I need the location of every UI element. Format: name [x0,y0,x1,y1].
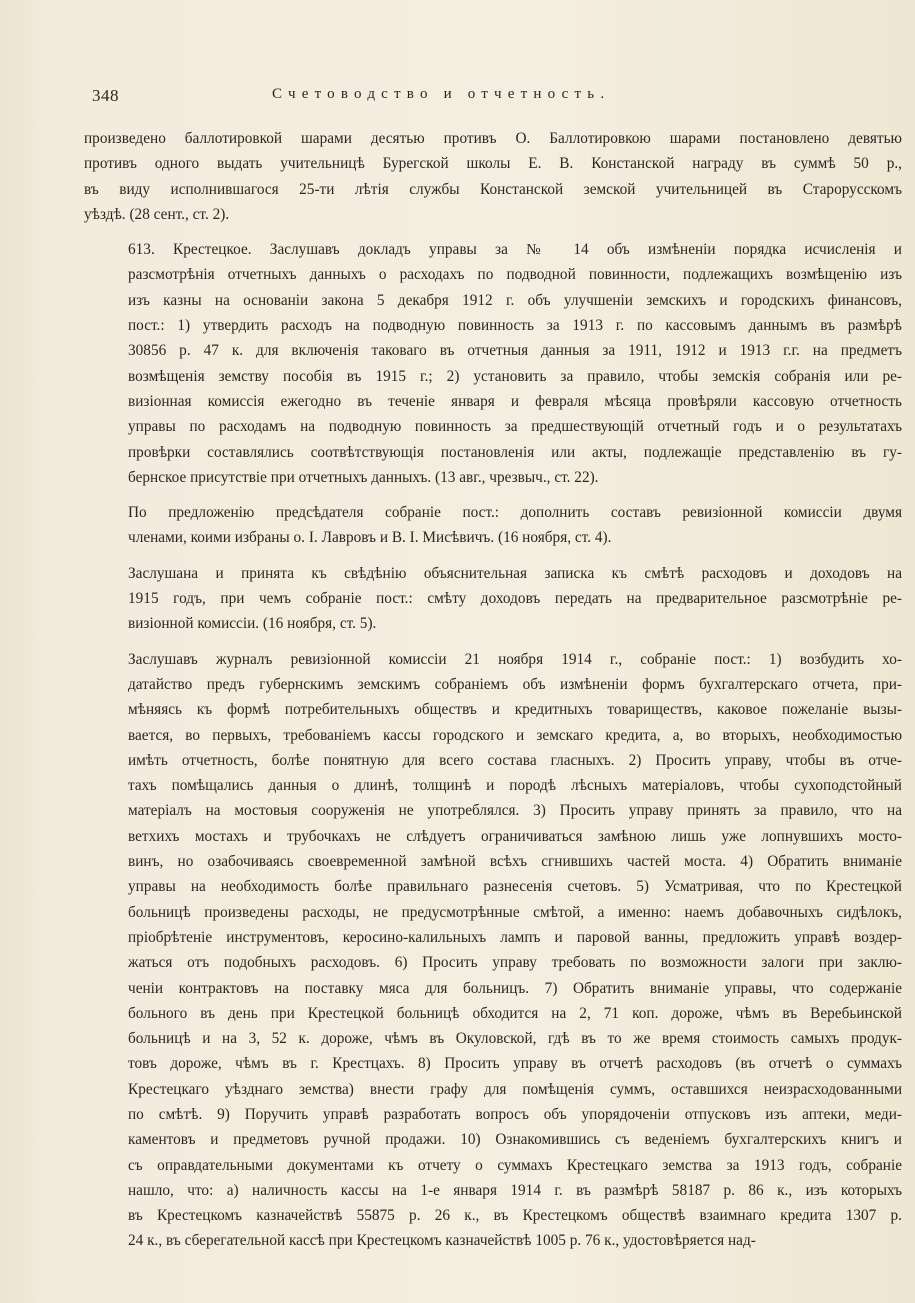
text-line: въ виду исполнившагося 25-ти лѣтія службы Констанской земской учительницей въ Старорусскомъ [84,180,902,198]
text-line: Заслушана и принята къ свѣдѣнію объяснительная записка къ смѣтѣ расходовъ и доходовъ на [128,564,902,582]
paragraph [84,126,902,227]
text-line: винъ, но озабочиваясь своевременной замѣной всѣхъ сгнившихъ частей моста. 4) Обратить вниманіе [128,853,902,871]
text-line: пост.: 1) утвердить расходъ на подводную повинность за 1913 г. по кассовымъ даннымъ въ размѣрѣ [128,317,902,335]
text-line: изъ казны на основаніи закона 5 декабря 1912 г. объ улучшеніи земскихъ и городскихъ финансовъ, [128,291,902,309]
text-line: тахъ помѣщались данныя о длинѣ, толщинѣ и породѣ лѣсныхъ матеріаловъ, чтобы сухоподстойный [128,777,902,795]
text-line: провѣрки составлялись соотвѣтствующія постановленія или акты, подлежащіе представленію въ гу- [128,443,902,461]
paragraph [84,647,902,1254]
text-line: больницѣ и на 3, 52 к. дороже, чѣмъ въ Окуловской, гдѣ въ то же время стоимость самыхъ продук- [128,1030,902,1048]
text-line: датайство предъ губернскимъ земскимъ собраніемъ объ измѣненіи формъ бухгалтерскаго отчета, при- [128,675,902,693]
text-line: ченіи контрактовъ на поставку мяса для больницъ. 7) Обратить вниманіе управы, что содержаніе [128,979,902,997]
text-line: визіонная комиссія ежегодно въ теченіе января и февраля мѣсяца провѣряли кассовую отчетность [128,392,902,410]
text-line: по смѣтѣ. 9) Поручить управѣ разработать вопросъ объ упорядоченіи отпусковъ изъ аптеки, меди- [128,1105,902,1123]
text-line: 24 к., въ сберегательной кассѣ при Крестецкомъ казначействѣ 1005 р. 76 к., удостовѣряется над- [128,1232,756,1250]
text-line: 30856 р. 47 к. для включенія таковаго въ отчетныя данныя за 1911, 1912 и 1913 г.г. на предметъ [128,342,902,360]
text-line: пріобрѣтеніе инструментовъ, керосино-калильныхъ лампъ и паровой ванны, предложить управѣ воздер- [128,928,902,946]
text-line: управы по расходамъ на подводную повинность за предшествующій отчетный годъ и о результатахъ [128,418,902,436]
text-line: больного въ день при Крестецкой больницѣ обходится на 2, 71 коп. дороже, чѣмъ въ Веребьинской [128,1004,902,1022]
text-line: больницѣ произведены расходы, не предусмотрѣнные смѣтой, а именно: наемъ добавочныхъ сидѣлокъ, [128,903,902,921]
text-line: Крестецкаго уѣзднаго земства) внести графу для помѣщенія суммъ, оставшихся неизрасходованными [128,1080,902,1098]
text-line: ветхихъ мостахъ и трубочкахъ не слѣдуетъ ограничиваться замѣною лишь уже лопнувшихъ мосто- [128,827,902,845]
text-line: разсмотрѣнія отчетныхъ данныхъ о расходахъ по подводной повинности, подлежащихъ возмѣщенію изъ [128,266,902,284]
text-line: въ Крестецкомъ казначействѣ 55875 р. 26 к., въ Крестецкомъ обществѣ взаимнаго кредита 1307 р. [128,1207,902,1225]
document-body [84,126,902,1264]
paragraph [84,237,902,490]
page-header [92,86,892,110]
text-line: произведено баллотировкой шарами десятью противъ О. Баллотировкою шарами постановлено девятью [84,130,902,147]
text-line: мѣняясь къ формѣ потребительныхъ обществъ и кредитныхъ товариществъ, каковое пожеланіе вызы- [128,701,902,719]
text-line: уѣздѣ. (28 сент., ст. 2). [84,205,230,223]
paragraph [84,561,902,637]
text-line: жаться отъ подобныхъ расходовъ. 6) Просить управу требовать по возможности залоги при заклю- [128,954,902,972]
paragraph [84,500,902,551]
text-line: каментовъ и предметовъ ручной продажи. 10) Ознакомившись съ веденіемъ бухгалтерскихъ книгъ и [128,1131,902,1149]
text-line: возмѣщенія земству пособія въ 1915 г.; 2) установить за правило, чтобы земскія собранія или ре- [128,367,902,385]
text-line: визіонной комиссіи. (16 ноября, ст. 5). [128,615,377,633]
text-line: Заслушавъ журналъ ревизіонной комиссіи 21 ноября 1914 г., собраніе пост.: 1) возбудить хо- [128,650,902,668]
text-line: управы на необходимость болѣе правильнаго разнесенія счетовъ. 5) Усматривая, что по Крестецкой [128,878,902,896]
text-line: противъ одного выдать учительницѣ Бурегской школы Е. В. Констанской награду въ суммѣ 50 р., [84,155,902,173]
text-line: членами, коими избраны о. І. Лавровъ и В. І. Мисѣвичъ. (16 ноября, ст. 4). [128,529,612,547]
text-line: По предложенію предсѣдателя собраніе пост.: дополнить составъ ревизіонной комиссіи двумя [128,504,902,522]
text-line: 613. Крестецкое. Заслушавъ докладъ управы за № 14 объ измѣненіи порядка исчисленія и [128,241,902,259]
text-line: имѣть отчетность, болѣе понятную для всего состава гласныхъ. 2) Просить управу, чтобы въ отче- [128,751,902,769]
text-line: товъ дороже, чѣмъ въ г. Крестцахъ. 8) Просить управу въ отчетѣ расходовъ (въ отчетѣ о суммахъ [128,1055,902,1073]
running-title: Счетоводство и отчетность. [272,86,611,102]
text-line: бернское присутствіе при отчетныхъ данныхъ. (13 авг., чрезвыч., ст. 22). [128,468,599,486]
text-line: нашло, что: а) наличность кассы на 1-е января 1914 г. въ размѣрѣ 58187 р. 86 к., изъ которыхъ [128,1181,902,1199]
text-line: матеріалъ на мостовыя сооруженія не употреблялся. 3) Просить управу принять за правило, что на [128,802,902,820]
text-line: вается, во первыхъ, требованіемъ кассы городского и земскаго кредита, а, во вторыхъ, необходимостью [128,726,902,744]
text-line: съ оправдательными документами къ отчету о суммахъ Крестецкаго земства за 1913 годъ, собраніе [128,1156,902,1174]
page-number: 348 [92,86,119,105]
text-line: 1915 годъ, при чемъ собраніе пост.: смѣту доходовъ передать на предварительное разсмотрѣніе ре- [128,590,902,608]
